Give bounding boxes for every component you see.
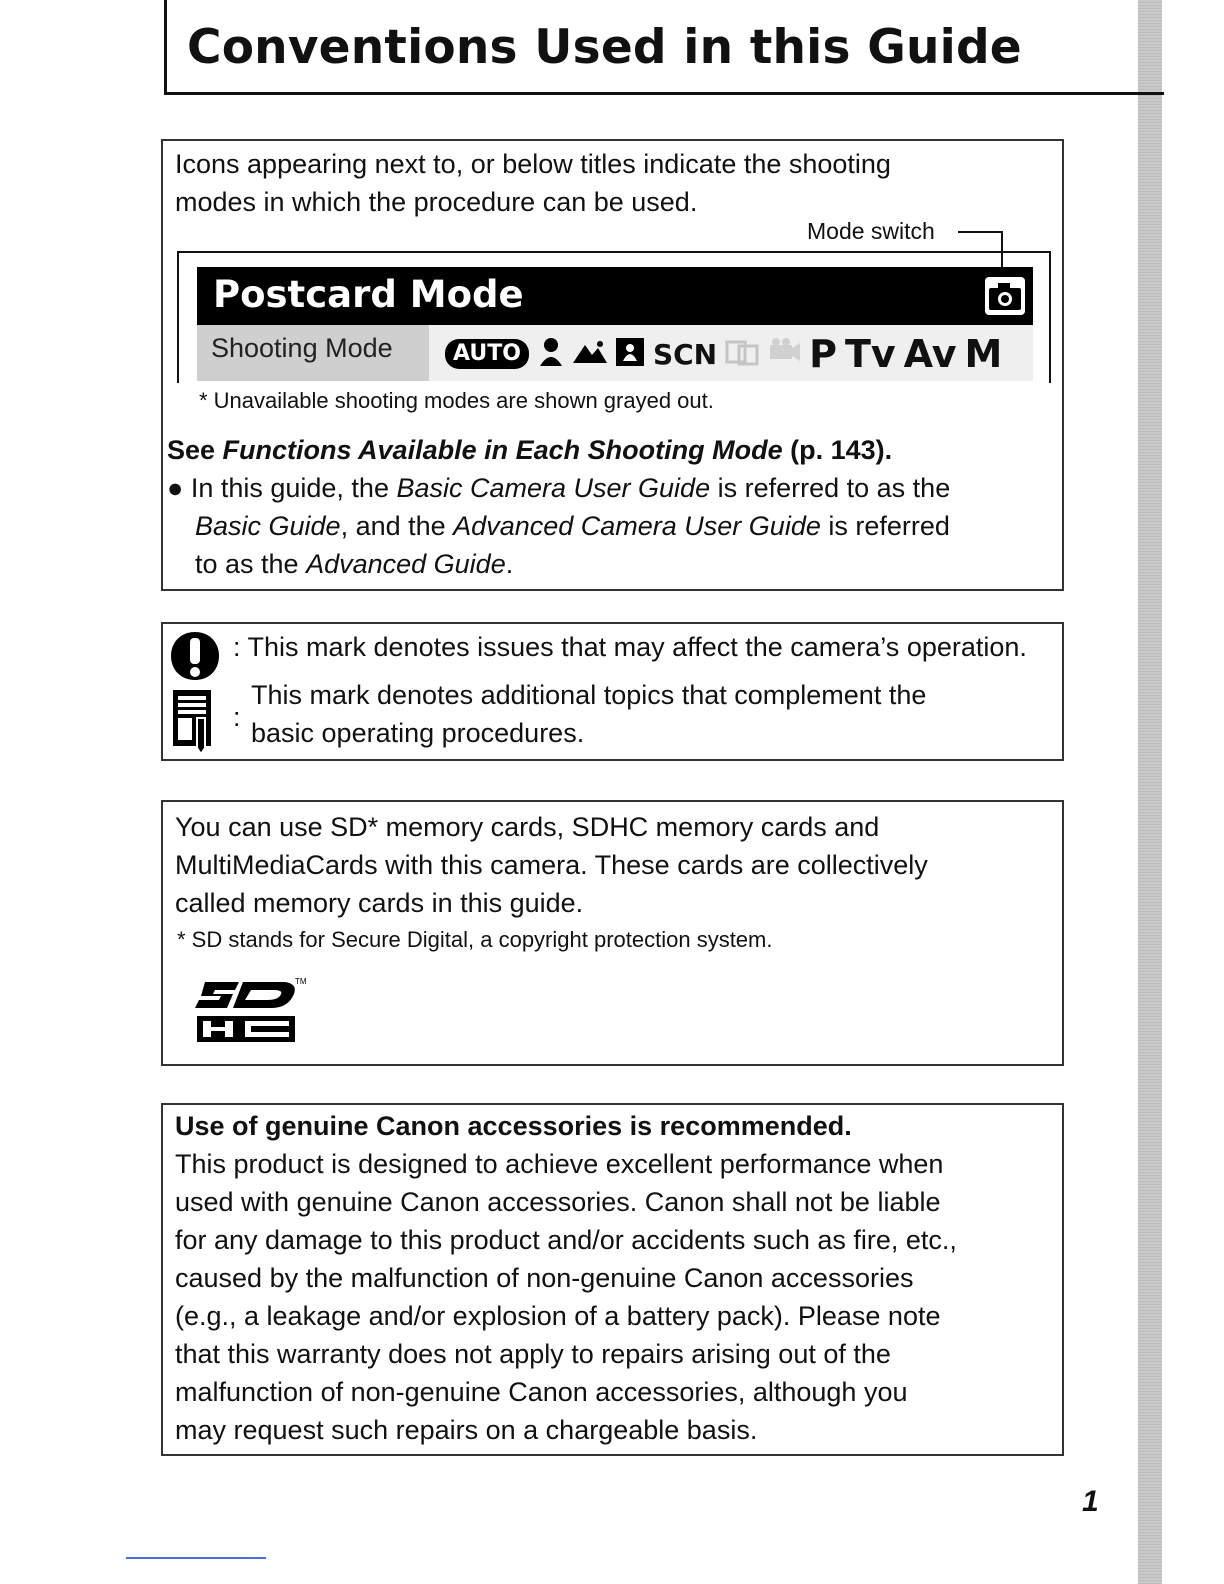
accessories-line: may request such repairs on a chargeable basis. xyxy=(175,1415,758,1445)
accessories-line: malfunction of non-genuine Canon accessories, although you xyxy=(175,1377,908,1407)
program-mode-icon: P xyxy=(809,332,837,376)
bullet-text: In this guide, the xyxy=(190,473,397,503)
memo-description-line-1: This mark denotes additional topics that complement the xyxy=(251,680,927,710)
caution-description: : This mark denotes issues that may affect the camera’s operation. xyxy=(233,632,1027,662)
accessories-line: that this warranty does not apply to repairs arising out of the xyxy=(175,1339,891,1369)
bullet-text: . xyxy=(505,549,514,579)
camera-mode-icon xyxy=(985,277,1025,315)
callout-line xyxy=(958,231,1002,233)
scn-mode-icon: SCN xyxy=(652,337,718,371)
bullet-text: is referred to as the xyxy=(710,473,951,503)
accessories-line: used with genuine Canon accessories. Canon shall not be liable xyxy=(175,1187,941,1217)
unavailable-modes-note: * Unavailable shooting modes are shown grayed out. xyxy=(199,388,714,413)
bullet-text: to as the xyxy=(195,549,307,579)
memo-colon: : xyxy=(233,702,241,732)
advanced-guide-term: Advanced Guide xyxy=(306,549,506,579)
tv-mode-icon: Tv xyxy=(844,332,896,376)
portrait-mode-icon xyxy=(537,336,565,373)
memory-card-box xyxy=(161,800,1064,1066)
trademark-mark: TM xyxy=(295,977,307,986)
accessories-line: caused by the malfunction of non-genuine Canon accessories xyxy=(175,1263,914,1293)
bullet-text: , and the xyxy=(340,511,454,541)
page-title: Conventions Used in this Guide xyxy=(187,20,1022,75)
see-reference-line xyxy=(167,431,892,469)
manual-mode-icon: M xyxy=(964,332,1003,376)
accessories-line: for any damage to this product and/or accidents such as fire, etc., xyxy=(175,1225,957,1255)
sample-title: Postcard Mode xyxy=(213,273,524,316)
page-number: 1 xyxy=(1082,1485,1099,1518)
canon-accessories-box xyxy=(161,1103,1064,1456)
basic-camera-user-guide-title: Basic Camera User Guide xyxy=(396,473,711,503)
shooting-mode-label: Shooting Mode xyxy=(211,333,393,363)
caution-icon xyxy=(169,630,221,689)
see-suffix: (p. 143). xyxy=(782,435,893,465)
memo-icon xyxy=(171,688,217,761)
footer-rule xyxy=(126,1557,266,1559)
memory-card-line-2: MultiMediaCards with this camera. These cards are collectively xyxy=(175,850,928,880)
sdhc-logo xyxy=(195,972,315,1049)
bullet-dot: ● xyxy=(167,473,184,503)
av-mode-icon: Av xyxy=(903,332,957,376)
landscape-mode-icon xyxy=(573,339,607,370)
bullet-line-3 xyxy=(195,545,513,583)
accessories-line: This product is designed to achieve excellent performance when xyxy=(175,1149,944,1179)
advanced-camera-user-guide-title: Advanced Camera User Guide xyxy=(453,511,821,541)
accessories-line: (e.g., a leakage and/or explosion of a battery pack). Please note xyxy=(175,1301,941,1331)
stitch-assist-mode-icon-grayed xyxy=(725,338,759,371)
intro-line-1: Icons appearing next to, or below titles indicate the shooting xyxy=(175,149,891,179)
bullet-text: is referred xyxy=(820,511,950,541)
movie-mode-icon-grayed xyxy=(767,337,801,372)
auto-mode-icon: AUTO xyxy=(445,339,529,369)
page-edge-strip xyxy=(1138,0,1162,1584)
sd-footnote: * SD stands for Secure Digital, a copyright protection system. xyxy=(177,927,773,952)
see-title: Functions Available in Each Shooting Mode xyxy=(222,435,783,465)
memory-card-line-3: called memory cards in this guide. xyxy=(175,888,584,918)
shooting-mode-info-box xyxy=(161,139,1064,591)
sample-heading-frame xyxy=(177,251,1051,383)
mode-switch-label: Mode switch xyxy=(807,218,935,244)
basic-guide-term: Basic Guide xyxy=(195,511,341,541)
sample-title-bar xyxy=(197,267,1033,325)
see-prefix: See xyxy=(167,435,223,465)
shooting-mode-row xyxy=(197,325,1033,381)
intro-line-2: modes in which the procedure can be used. xyxy=(175,187,698,217)
bullet-line-1 xyxy=(167,469,950,507)
mode-icons-row xyxy=(445,331,1002,377)
shooting-mode-label-cell xyxy=(197,325,429,381)
accessories-heading: Use of genuine Canon accessories is recommended. xyxy=(175,1111,852,1141)
title-block xyxy=(164,0,1164,95)
night-snapshot-mode-icon xyxy=(615,337,645,372)
memo-description-line-2: basic operating procedures. xyxy=(251,718,585,748)
marks-legend-box xyxy=(161,622,1064,761)
memory-card-line-1: You can use SD* memory cards, SDHC memory cards and xyxy=(175,812,880,842)
bullet-line-2 xyxy=(195,507,950,545)
